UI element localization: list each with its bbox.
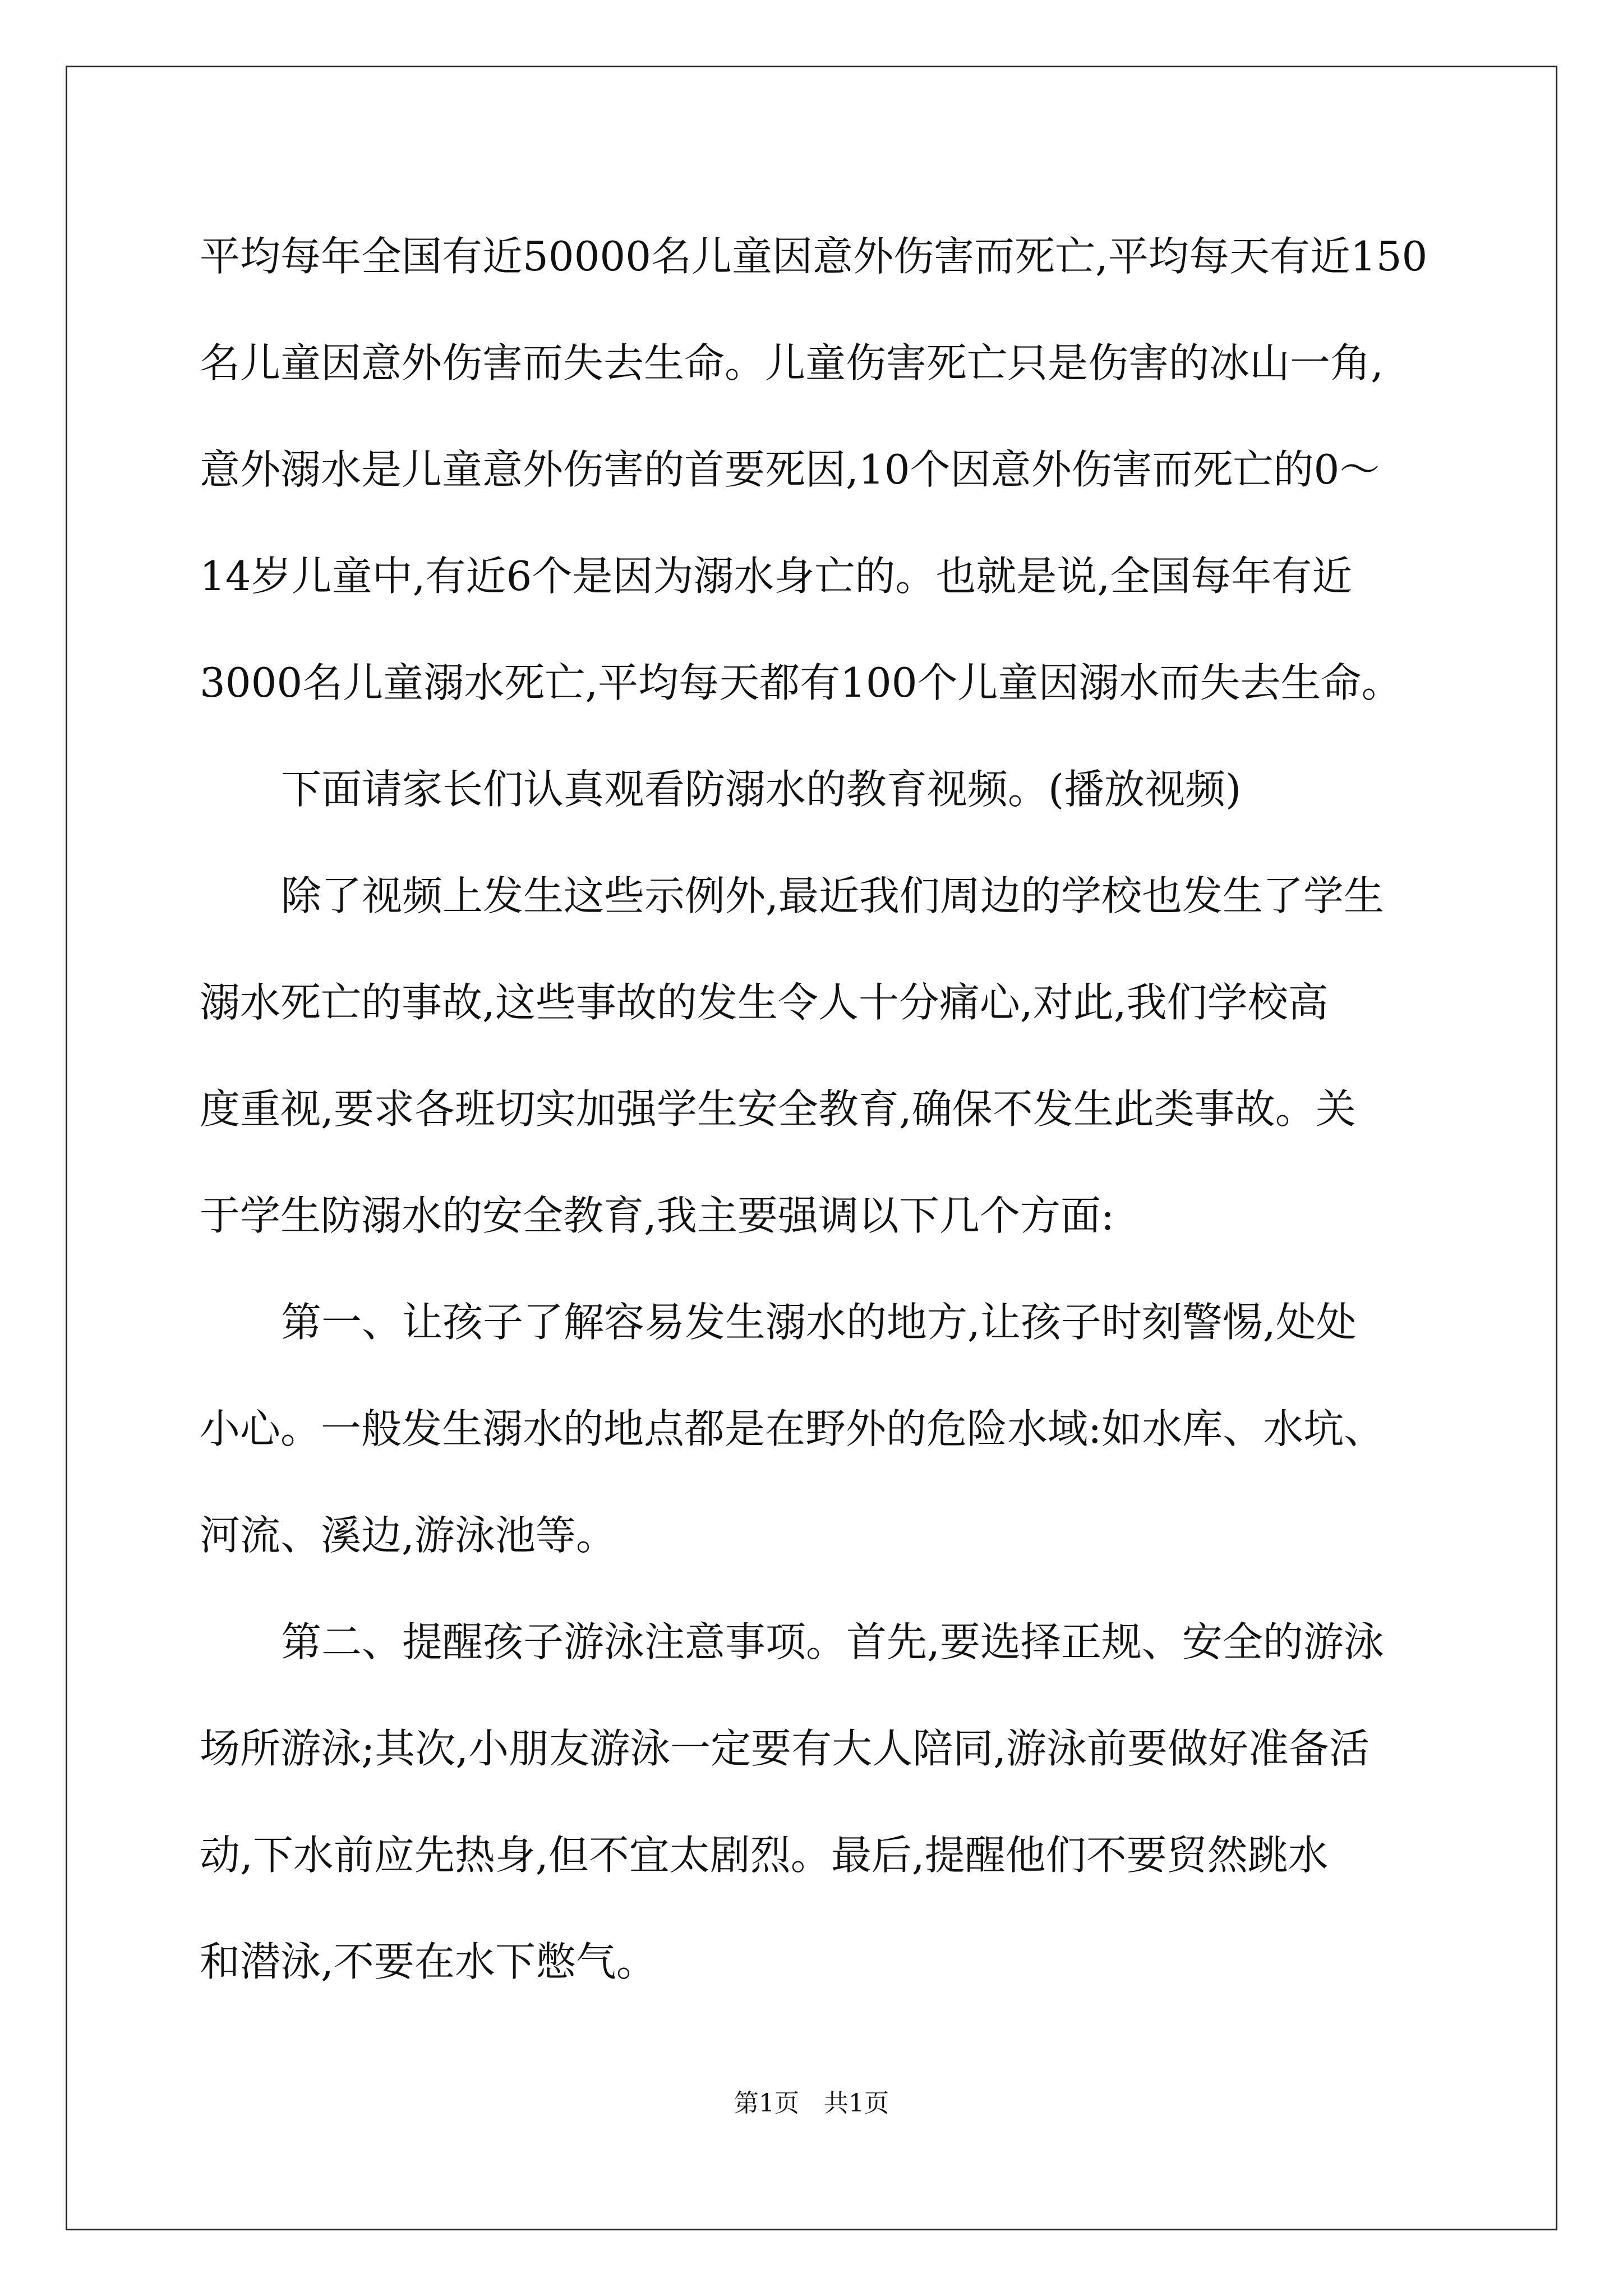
paragraph-line: 14岁儿童中,有近6个是因为溺水身亡的。也就是说,全国每年有近 — [200, 553, 1353, 600]
document-body — [200, 203, 1433, 2015]
paragraph-line: 和潜泳,不要在水下憋气。 — [200, 1938, 657, 1985]
paragraph-line: 下面请家长们认真观看防溺水的教育视频。(播放视频) — [281, 766, 1242, 813]
paragraph-line: 第一、让孩子了解容易发生溺水的地方,让孩子时刻警惕,处处 — [281, 1299, 1357, 1346]
page-total: 共1页 — [824, 2089, 889, 2118]
paragraph-line: 意外溺水是儿童意外伤害的首要死因,10个因意外伤害而死亡的0～ — [200, 446, 1380, 493]
paragraph-line: 度重视,要求各班切实加强学生安全教育,确保不发生此类事故。关 — [200, 1085, 1356, 1133]
paragraph-line: 名儿童因意外伤害而失去生命。儿童伤害死亡只是伤害的冰山一角, — [200, 339, 1384, 386]
page-footer — [0, 2087, 1623, 2120]
page-number: 第1页 — [734, 2089, 799, 2118]
paragraph-line: 动,下水前应先热身,但不宜太剧烈。最后,提醒他们不要贸然跳水 — [200, 1832, 1329, 1879]
paragraph-line: 河流、溪边,游泳池等。 — [200, 1512, 616, 1559]
paragraph-line: 3000名儿童溺水死亡,平均每天都有100个儿童因溺水而失去生命。 — [200, 659, 1402, 706]
paragraph-line: 场所游泳;其次,小朋友游泳一定要有大人陪同,游泳前要做好准备活 — [200, 1725, 1370, 1772]
paragraph-line: 除了视频上发生这些示例外,最近我们周边的学校也发生了学生 — [281, 872, 1384, 919]
paragraph-line: 于学生防溺水的安全教育,我主要强调以下几个方面: — [200, 1192, 1115, 1239]
paragraph-line: 平均每年全国有近50000名儿童因意外伤害而死亡,平均每天有近150 — [200, 233, 1428, 280]
paragraph-line: 溺水死亡的事故,这些事故的发生令人十分痛心,对此,我们学校高 — [200, 979, 1329, 1026]
paragraph-line: 第二、提醒孩子游泳注意事项。首先,要选择正规、安全的游泳 — [281, 1618, 1384, 1665]
paragraph-line: 小心。一般发生溺水的地点都是在野外的危险水域:如水库、水坑、 — [200, 1405, 1385, 1452]
